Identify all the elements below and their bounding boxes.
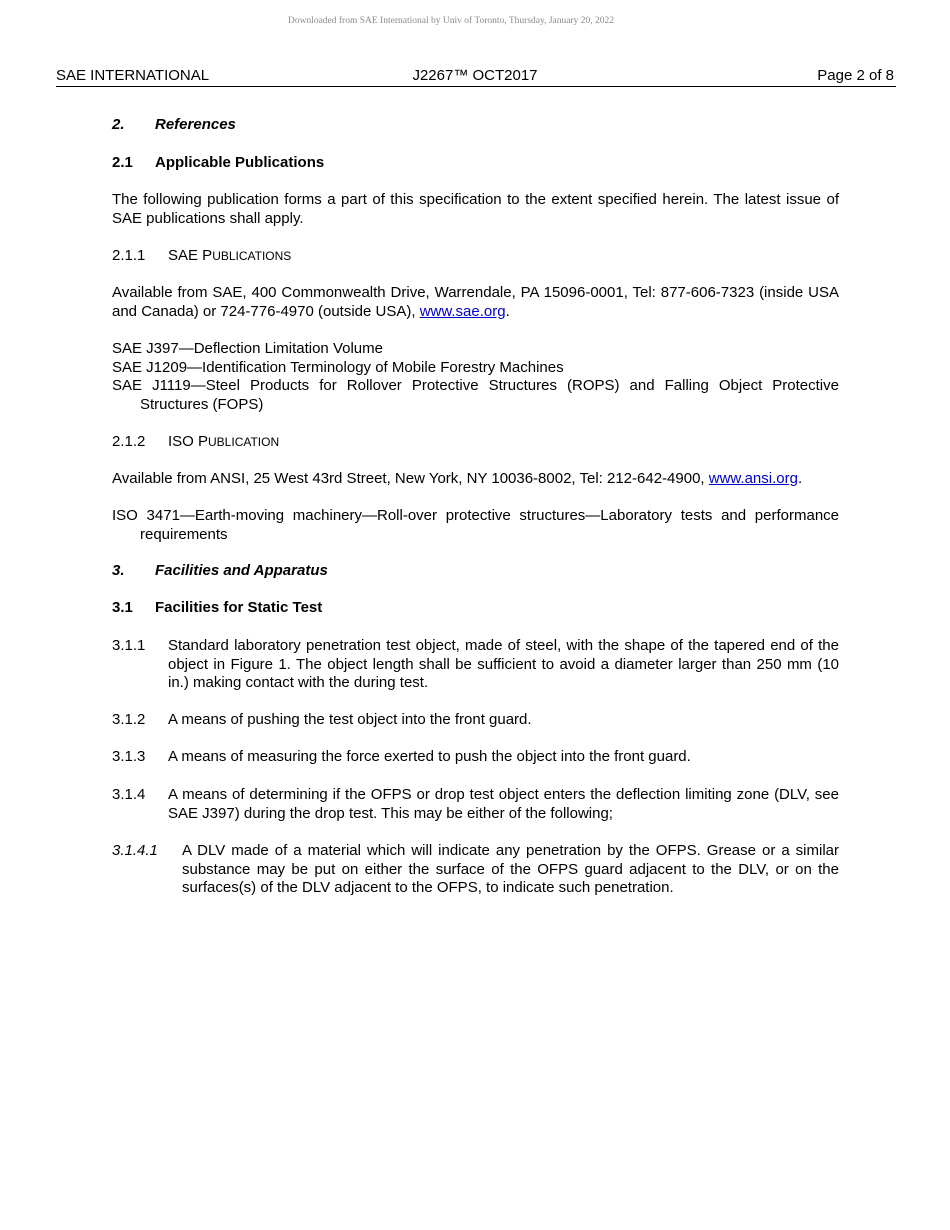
header-rule — [56, 86, 896, 87]
section-title: Facilities and Apparatus — [155, 562, 328, 579]
section-number: 2. — [112, 116, 125, 133]
ansi-availability: Available from ANSI, 25 West 43rd Street, New York, NY 10036-8002, Tel: 212-642-4900, www.ansi.org. — [112, 470, 803, 487]
clause-3-1-3 — [112, 748, 839, 767]
reference-item: SAE J1119—Steel Products for Rollover Protective Structures (ROPS) and Falling Object Protective Structures (FOPS) — [112, 377, 839, 413]
iso-reference-list — [112, 507, 839, 544]
reference-item: ISO 3471—Earth-moving machinery—Roll-over protective structures—Laboratory tests and performance requirements — [112, 507, 839, 543]
clause-text: Standard laboratory penetration test object, made of steel, with the shape of the tapered end of the object in Figure 1. The object length shall be sufficient to avoid a diameter larger than 250 mm (10 in.) making contact with the during test. — [168, 637, 839, 692]
ansi-website-link[interactable]: www.ansi.org — [708, 470, 798, 487]
sae-reference-list — [112, 340, 839, 414]
section-title: Facilities for Static Test — [155, 599, 323, 616]
clause-text: A means of determining if the OFPS or drop test object enters the deflection limiting zone (DLV, see SAE J397) during the drop test. This may be either of the following; — [168, 786, 839, 822]
section-number: 2.1.1 — [112, 247, 146, 264]
clause-number: 3.1.3 — [112, 748, 146, 765]
section-title: Applicable Publications — [155, 154, 325, 171]
clause-number: 3.1.2 — [112, 711, 146, 728]
section-number: 2.1.2 — [112, 433, 146, 450]
clause-3-1-1 — [112, 637, 839, 693]
section-title: SAE PUBLICATIONS — [168, 247, 292, 264]
clause-3-1-2 — [112, 711, 839, 730]
section-number: 2.1 — [112, 154, 133, 171]
clause-number: 3.1.1 — [112, 637, 146, 654]
header-page-number: Page 2 of 8 — [817, 67, 894, 84]
clause-3-1-4 — [112, 786, 839, 823]
clause-number: 3.1.4.1 — [112, 842, 158, 859]
section-2-1-intro: The following publication forms a part of this specification to the extent specified herein. The latest issue of SAE publications shall apply. — [112, 191, 839, 227]
section-title: ISO PUBLICATION — [168, 433, 280, 450]
section-title: References — [155, 116, 236, 133]
reference-item: SAE J1209—Identification Terminology of Mobile Forestry Machines — [112, 358, 564, 376]
clause-text: A means of measuring the force exerted to push the object into the front guard. — [168, 748, 691, 765]
section-number: 3. — [112, 562, 125, 579]
header-doc-id: J2267™ OCT2017 — [412, 67, 538, 84]
header-org: SAE INTERNATIONAL — [56, 67, 210, 84]
clause-text: A DLV made of a material which will indicate any penetration by the OFPS. Grease or a similar substance may be put on either the surface of the OFPS guard adjacent to the DLV, or on the surfaces(s) of the DLV adjacent to the OFPS, to indicate such penetration. — [182, 842, 839, 897]
sae-website-link[interactable]: www.sae.org — [419, 302, 506, 320]
clause-number: 3.1.4 — [112, 786, 146, 803]
download-notice: Downloaded from SAE International by Univ of Toronto, Thursday, January 20, 2022 — [287, 16, 615, 26]
section-number: 3.1 — [112, 599, 133, 616]
clause-text: A means of pushing the test object into the front guard. — [168, 711, 532, 728]
sae-availability: Available from SAE, 400 Commonwealth Drive, Warrendale, PA 15096-0001, Tel: 877-606-7323 (inside USA and Canada) or 724-776-4970 (outside USA), www.sae.org. — [112, 284, 839, 320]
clause-3-1-4-1 — [112, 842, 839, 898]
reference-item: SAE J397—Deflection Limitation Volume — [112, 340, 383, 357]
